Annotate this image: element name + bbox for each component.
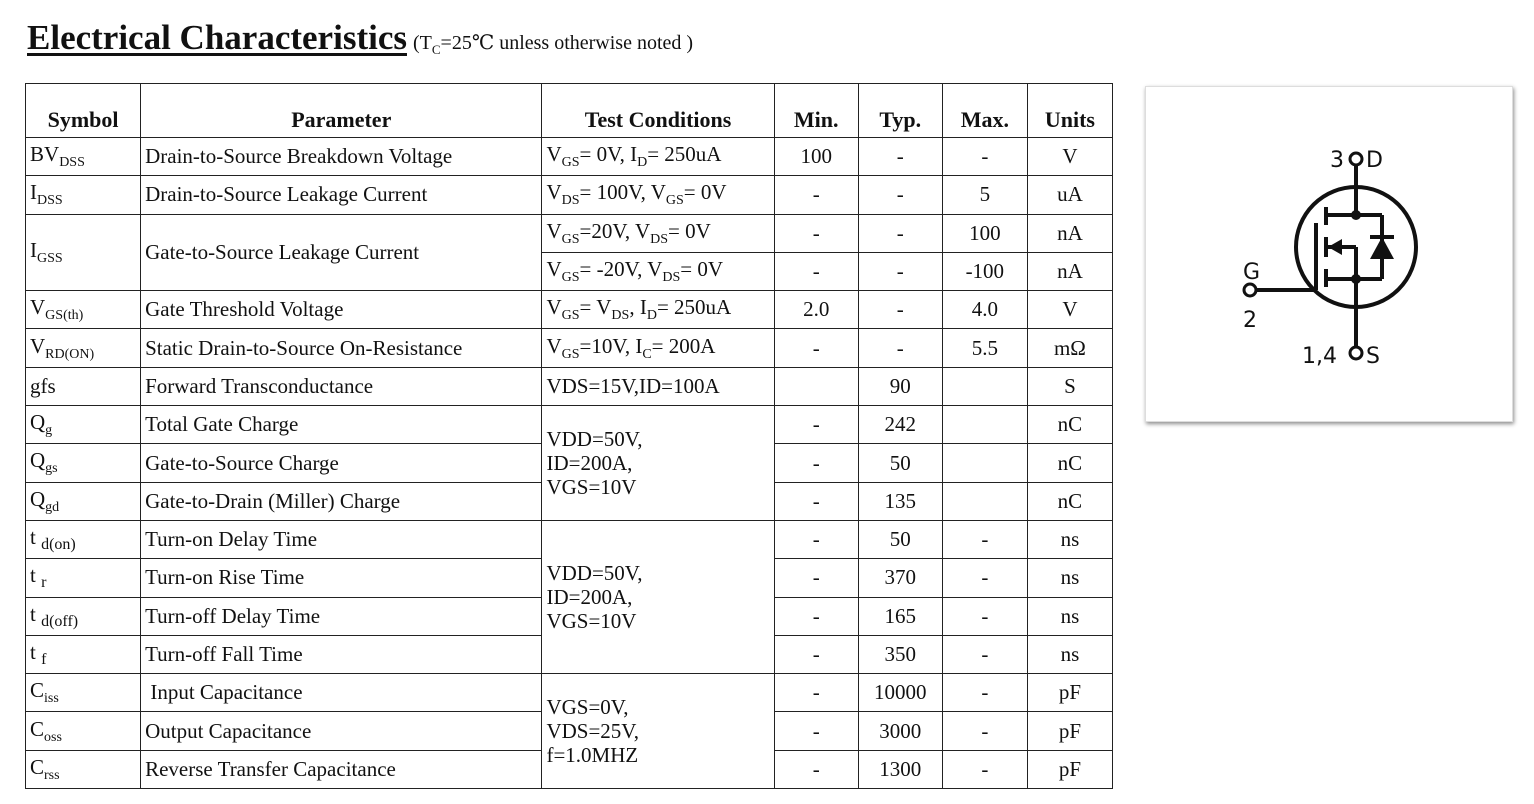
header-max: Max. <box>942 84 1027 138</box>
min-cell <box>774 367 858 405</box>
min-cell: - <box>774 444 858 482</box>
unit-cell: pF <box>1027 674 1112 712</box>
parameter-cell: Turn-on Delay Time <box>141 520 542 558</box>
min-cell: - <box>774 252 858 290</box>
source-pin-letter: S <box>1366 344 1380 369</box>
table-header-row <box>26 84 1113 138</box>
max-cell: 100 <box>942 214 1027 252</box>
max-cell <box>942 482 1027 520</box>
typ-cell: 90 <box>858 367 942 405</box>
unit-cell: ns <box>1027 597 1112 635</box>
typ-cell: 165 <box>858 597 942 635</box>
test-condition-cell: $V_{GS}=20V$, $V_{DS}= 0V$ <box>542 214 774 252</box>
header-test-conditions: Test Conditions <box>542 84 774 138</box>
typ-cell: - <box>858 252 942 290</box>
unit-cell: pF <box>1027 712 1112 750</box>
table-row <box>26 291 1113 329</box>
test-condition-cell: VDD=50V, ID=200A, VGS=10V <box>542 520 774 673</box>
symbol-cell: $BV_{DSS}$ <box>26 138 141 176</box>
unit-cell: ns <box>1027 635 1112 673</box>
max-cell: - <box>942 674 1027 712</box>
typ-cell: 3000 <box>858 712 942 750</box>
symbol-cell: $C_{rss}$ <box>26 750 141 788</box>
symbol-cell: $Q_{gs}$ <box>26 444 141 482</box>
typ-cell: 50 <box>858 520 942 558</box>
test-condition-cell: VDD=50V, ID=200A, VGS=10V <box>542 406 774 521</box>
symbol-cell: $V_{GS(th)}$ <box>26 291 141 329</box>
unit-cell: S <box>1027 367 1112 405</box>
mosfet-symbol-diagram <box>1145 86 1513 422</box>
symbol-cell: t $_r$ <box>26 559 141 597</box>
unit-cell: ns <box>1027 559 1112 597</box>
typ-cell: - <box>858 214 942 252</box>
source-pin-number: 1,4 <box>1302 344 1337 369</box>
min-cell: - <box>774 520 858 558</box>
max-cell <box>942 367 1027 405</box>
max-cell: -100 <box>942 252 1027 290</box>
parameter-cell: Reverse Transfer Capacitance <box>141 750 542 788</box>
parameter-cell: Gate Threshold Voltage <box>141 291 542 329</box>
test-condition-note: ($T_C=25℃$ unless otherwise noted ) <box>412 32 694 57</box>
max-cell: - <box>942 635 1027 673</box>
max-cell: - <box>942 559 1027 597</box>
symbol-cell: $I_{DSS}$ <box>26 176 141 214</box>
typ-cell: 242 <box>858 406 942 444</box>
max-cell: 4.0 <box>942 291 1027 329</box>
heading <box>27 18 693 58</box>
typ-cell: 10000 <box>858 674 942 712</box>
table-row <box>26 520 1113 558</box>
max-cell: - <box>942 712 1027 750</box>
header-units: Units <box>1027 84 1112 138</box>
header-min: Min. <box>774 84 858 138</box>
min-cell: - <box>774 329 858 367</box>
table-row <box>26 214 1113 252</box>
parameter-cell: Drain-to-Source Leakage Current <box>141 176 542 214</box>
parameter-cell: Gate-to-Source Leakage Current <box>141 214 542 291</box>
min-cell: 2.0 <box>774 291 858 329</box>
parameter-cell: Total Gate Charge <box>141 406 542 444</box>
unit-cell: mΩ <box>1027 329 1112 367</box>
typ-cell: - <box>858 329 942 367</box>
drain-pin-letter: D <box>1366 148 1383 173</box>
max-cell: - <box>942 138 1027 176</box>
symbol-cell: $Q_g$ <box>26 406 141 444</box>
symbol-cell: $C_{iss}$ <box>26 674 141 712</box>
unit-cell: uA <box>1027 176 1112 214</box>
unit-cell: nA <box>1027 252 1112 290</box>
max-cell: 5.5 <box>942 329 1027 367</box>
unit-cell: V <box>1027 291 1112 329</box>
unit-cell: nC <box>1027 406 1112 444</box>
typ-cell: - <box>858 176 942 214</box>
typ-cell: 50 <box>858 444 942 482</box>
test-condition-cell: $V_{DS}= 100V$, $V_{GS}= 0V$ <box>542 176 774 214</box>
drain-pin-number: 3 <box>1330 148 1344 173</box>
symbol-cell: gfs <box>26 367 141 405</box>
min-cell: - <box>774 597 858 635</box>
table-row <box>26 674 1113 712</box>
table-row <box>26 329 1113 367</box>
typ-cell: 370 <box>858 559 942 597</box>
test-condition-cell: $V_{GS}= V_{DS}$, $I_D= 250uA$ <box>542 291 774 329</box>
table-row <box>26 138 1113 176</box>
section-title: Electrical Characteristics <box>27 18 407 57</box>
symbol-cell: $V_{RD(ON)}$ <box>26 329 141 367</box>
symbol-cell: t $_f$ <box>26 635 141 673</box>
typ-cell: 135 <box>858 482 942 520</box>
table-row <box>26 406 1113 444</box>
max-cell: - <box>942 520 1027 558</box>
gate-pin-letter: G <box>1243 260 1261 285</box>
parameter-cell: Input Capacitance <box>141 674 542 712</box>
typ-cell: 350 <box>858 635 942 673</box>
parameter-cell: Forward Transconductance <box>141 367 542 405</box>
max-cell <box>942 406 1027 444</box>
min-cell: - <box>774 406 858 444</box>
unit-cell: V <box>1027 138 1112 176</box>
parameter-cell: Turn-off Fall Time <box>141 635 542 673</box>
symbol-cell: $I_{GSS}$ <box>26 214 141 291</box>
symbol-cell: $C_{oss}$ <box>26 712 141 750</box>
min-cell: - <box>774 750 858 788</box>
symbol-cell: t $_{d(off)}$ <box>26 597 141 635</box>
mosfet-schematic-icon <box>1146 87 1512 421</box>
parameter-cell: Turn-off Delay Time <box>141 597 542 635</box>
symbol-cell: $Q_{gd}$ <box>26 482 141 520</box>
parameter-cell: Turn-on Rise Time <box>141 559 542 597</box>
header-typ: Typ. <box>858 84 942 138</box>
min-cell: - <box>774 712 858 750</box>
unit-cell: nA <box>1027 214 1112 252</box>
min-cell: - <box>774 176 858 214</box>
min-cell: - <box>774 559 858 597</box>
parameter-cell: Drain-to-Source Breakdown Voltage <box>141 138 542 176</box>
test-condition-cell: $V_{GS}= 0V$, $I_D= 250uA$ <box>542 138 774 176</box>
min-cell: 100 <box>774 138 858 176</box>
min-cell: - <box>774 214 858 252</box>
max-cell: 5 <box>942 176 1027 214</box>
parameter-cell: Output Capacitance <box>141 712 542 750</box>
header-parameter: Parameter <box>141 84 542 138</box>
test-condition-cell: VGS=0V, VDS=25V, f=1.0MHZ <box>542 674 774 789</box>
electrical-characteristics-table <box>25 83 1113 789</box>
max-cell <box>942 444 1027 482</box>
min-cell: - <box>774 482 858 520</box>
typ-cell: - <box>858 291 942 329</box>
max-cell: - <box>942 597 1027 635</box>
max-cell: - <box>942 750 1027 788</box>
typ-cell: - <box>858 138 942 176</box>
unit-cell: nC <box>1027 482 1112 520</box>
test-condition-cell: $V_{GS}=10V$, $I_C= 200A$ <box>542 329 774 367</box>
parameter-cell: Gate-to-Drain (Miller) Charge <box>141 482 542 520</box>
table-row <box>26 176 1113 214</box>
min-cell: - <box>774 635 858 673</box>
typ-cell: 1300 <box>858 750 942 788</box>
parameter-cell: Gate-to-Source Charge <box>141 444 542 482</box>
table-row <box>26 367 1113 405</box>
unit-cell: pF <box>1027 750 1112 788</box>
min-cell: - <box>774 674 858 712</box>
parameter-cell: Static Drain-to-Source On-Resistance <box>141 329 542 367</box>
header-symbol: Symbol <box>26 84 141 138</box>
test-condition-cell: VDS=15V,ID=100A <box>542 367 774 405</box>
symbol-cell: t $_{d(on)}$ <box>26 520 141 558</box>
gate-pin-number: 2 <box>1243 308 1257 333</box>
unit-cell: ns <box>1027 520 1112 558</box>
test-condition-cell: $V_{GS}= -20V$, $V_{DS}= 0V$ <box>542 252 774 290</box>
unit-cell: nC <box>1027 444 1112 482</box>
